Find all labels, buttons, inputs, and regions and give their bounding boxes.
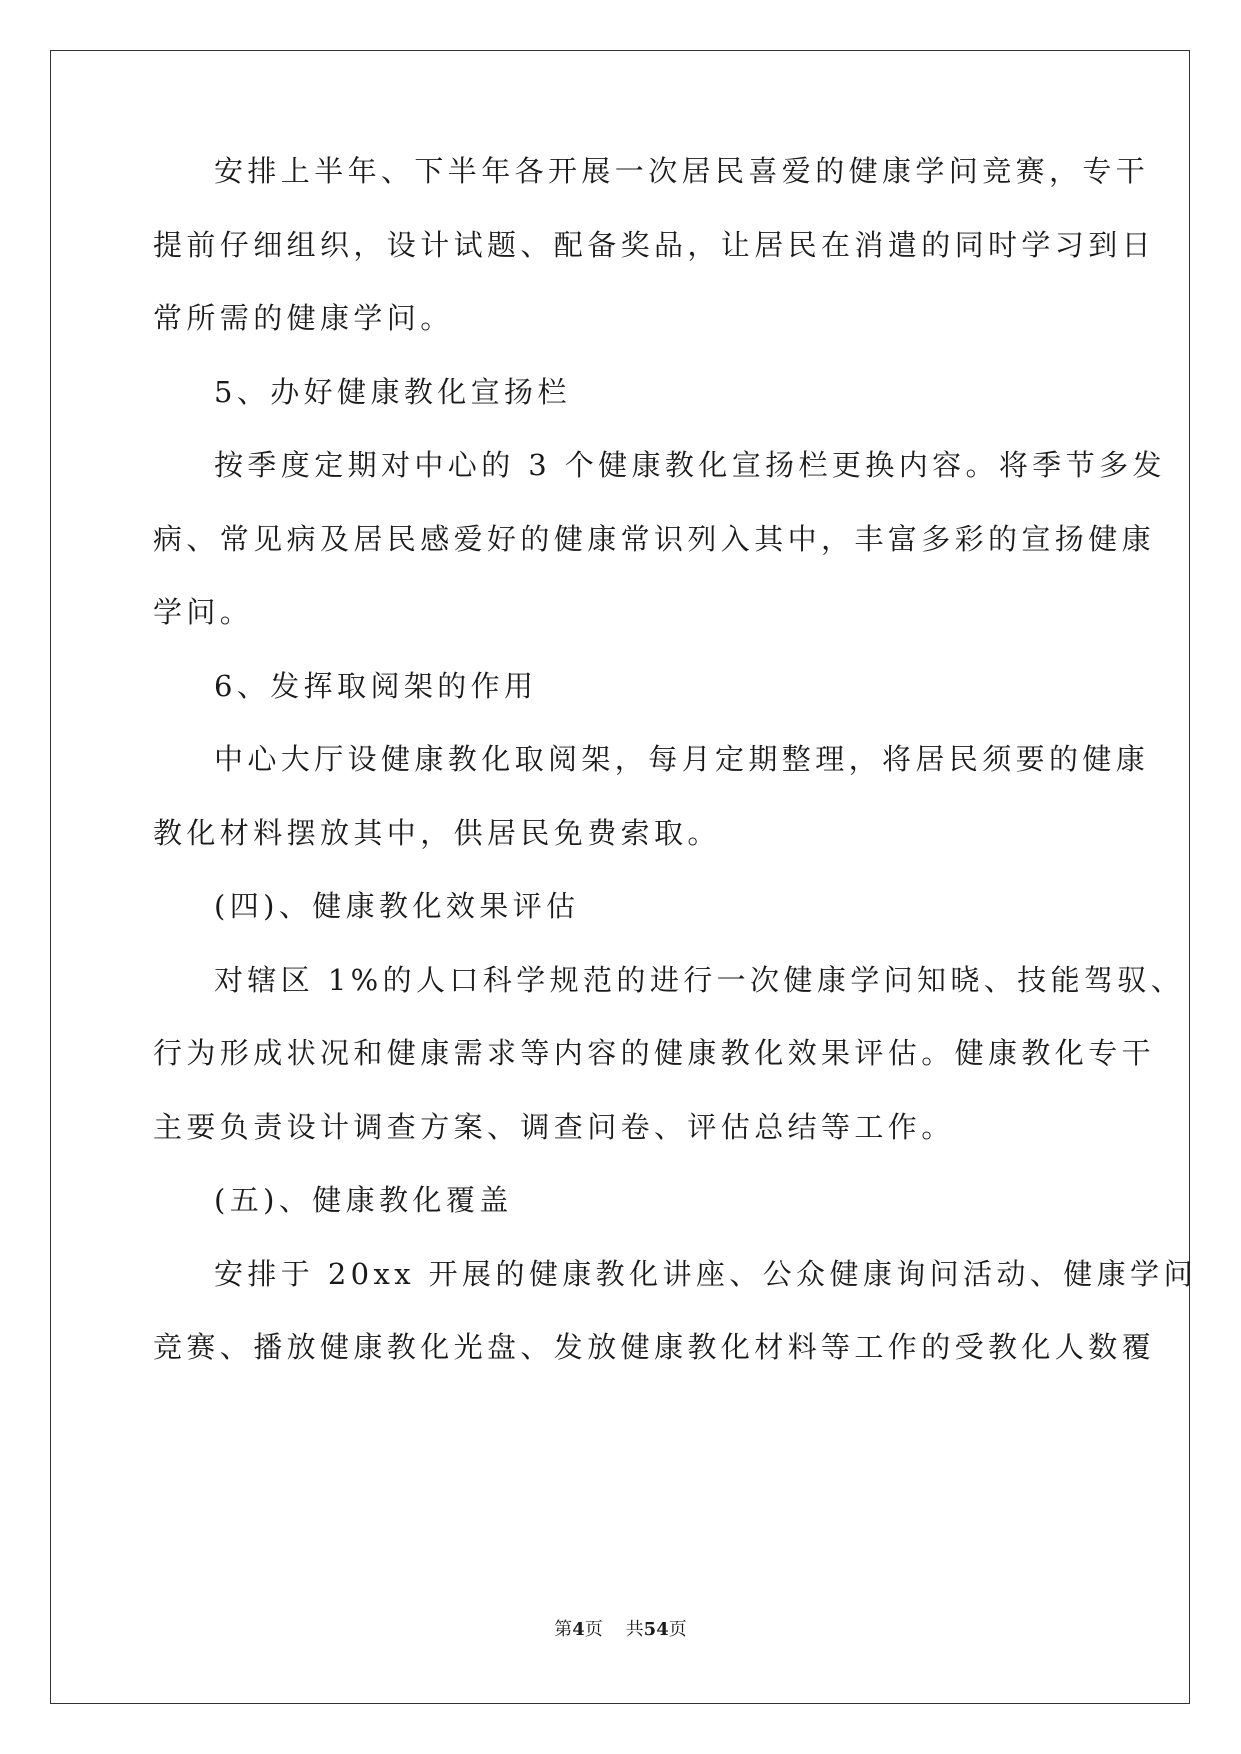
- footer-prefix: 第: [554, 1619, 573, 1640]
- section-heading: (四)、健康教化效果评估: [214, 889, 580, 923]
- page-footer: [0, 1618, 1241, 1642]
- paragraph-line: 竞赛、播放健康教化光盘、发放健康教化材料等工作的受教化人数覆: [153, 1330, 1156, 1364]
- paragraph-line: 教化材料摆放其中，供居民免费索取。: [153, 816, 721, 850]
- paragraph-line: 学问。: [153, 595, 254, 629]
- paragraph-line: 中心大厅设健康教化取阅架，每月定期整理，将居民须要的健康: [214, 742, 1150, 776]
- paragraph-line: 提前仔细组织，设计试题、配备奖品，让居民在消遣的同时学习到日: [153, 228, 1156, 262]
- footer-suffix: 页: [668, 1619, 687, 1640]
- paragraph-line: 病、常见病及居民感爱好的健康常识列入其中，丰富多彩的宣扬健康: [153, 522, 1156, 556]
- section-heading: 5、办好健康教化宣扬栏: [214, 375, 571, 409]
- paragraph-line: 安排上半年、下半年各开展一次居民喜爱的健康学问竞赛，专干: [214, 154, 1150, 188]
- paragraph-line: 行为形成状况和健康需求等内容的健康教化效果评估。健康教化专干: [153, 1036, 1156, 1070]
- total-page-count: 54: [643, 1619, 669, 1640]
- paragraph-line: 安排于 20xx 开展的健康教化讲座、公众健康询问活动、健康学问: [214, 1257, 1197, 1291]
- paragraph-line: 主要负责设计调查方案、调查问卷、评估总结等工作。: [153, 1110, 955, 1144]
- paragraph-line: 按季度定期对中心的 3 个健康教化宣扬栏更换内容。将季节多发: [214, 448, 1166, 482]
- footer-mid: 页 共: [584, 1619, 644, 1640]
- current-page-number: 4: [572, 1619, 585, 1640]
- section-heading: 6、发挥取阅架的作用: [214, 669, 538, 703]
- section-heading: (五)、健康教化覆盖: [214, 1183, 513, 1217]
- paragraph-line: 对辖区 1%的人口科学规范的进行一次健康学问知晓、技能驾驭、: [214, 963, 1185, 997]
- paragraph-line: 常所需的健康学问。: [153, 301, 454, 335]
